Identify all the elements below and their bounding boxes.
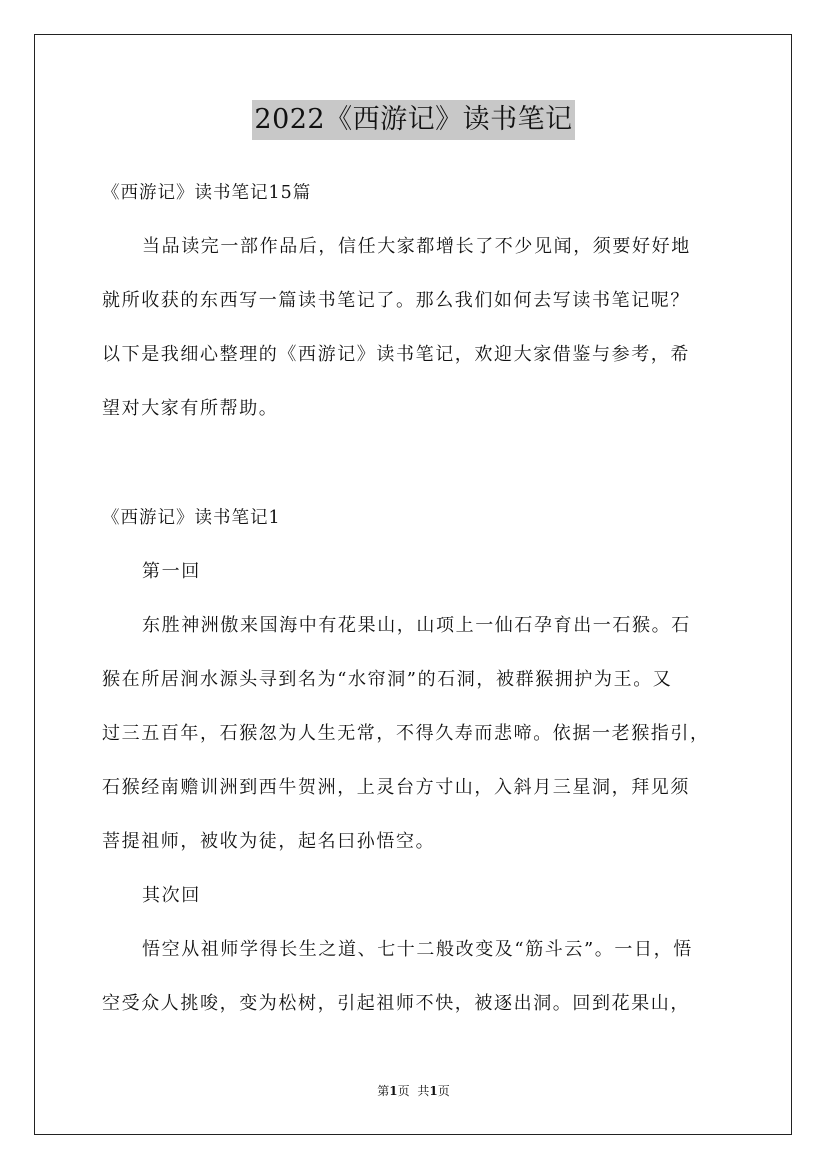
section-heading: 《西游记》读书笔记1	[102, 508, 281, 528]
chapter-line: 石猴经南赡训洲到西牛贺洲，上灵台方寸山，入斜月三星洞，拜见须	[102, 777, 690, 798]
chapter-line: 猴在所居涧水源头寻到名为“水帘洞”的石洞，被群猴拥护为王。又	[102, 669, 673, 690]
intro-line: 以下是我细心整理的《西游记》读书笔记，欢迎大家借鉴与参考，希	[102, 344, 690, 365]
intro-line: 就所收获的东西写一篇读书笔记了。那么我们如何去写读书笔记呢？	[102, 290, 690, 311]
chapter-heading: 其次回	[142, 885, 201, 906]
page-footer	[0, 1083, 827, 1099]
chapter-line: 菩提祖师，被收为徒，起名曰孙悟空。	[102, 831, 436, 852]
page-unit: 页	[397, 1084, 410, 1098]
chapter-line: 空受众人挑唆，变为松树，引起祖师不快，被逐出洞。回到花果山，	[102, 993, 690, 1014]
document-title	[0, 100, 827, 140]
intro-line: 当品读完一部作品后，信任大家都增长了不少见闻，须要好好地	[142, 236, 691, 257]
total-unit: 页	[437, 1084, 450, 1098]
page-number: 1	[389, 1084, 398, 1098]
document-subtitle: 《西游记》读书笔记15篇	[102, 183, 312, 203]
intro-line: 望对大家有所帮助。	[102, 398, 279, 419]
document-title-text: 2022《西游记》读书笔记	[252, 100, 574, 140]
chapter-line: 悟空从祖师学得长生之道、七十二般改变及“筋斗云”。一日，悟	[142, 939, 693, 960]
total-pages: 1	[429, 1084, 438, 1098]
chapter-heading: 第一回	[142, 561, 201, 582]
page-prefix: 第	[377, 1084, 390, 1098]
total-prefix: 共	[417, 1084, 430, 1098]
chapter-line: 东胜神洲傲来国海中有花果山，山项上一仙石孕育出一石猴。石	[142, 615, 691, 636]
chapter-line: 过三五百年，石猴忽为人生无常，不得久寿而悲啼。依据一老猴指引，	[102, 723, 710, 744]
